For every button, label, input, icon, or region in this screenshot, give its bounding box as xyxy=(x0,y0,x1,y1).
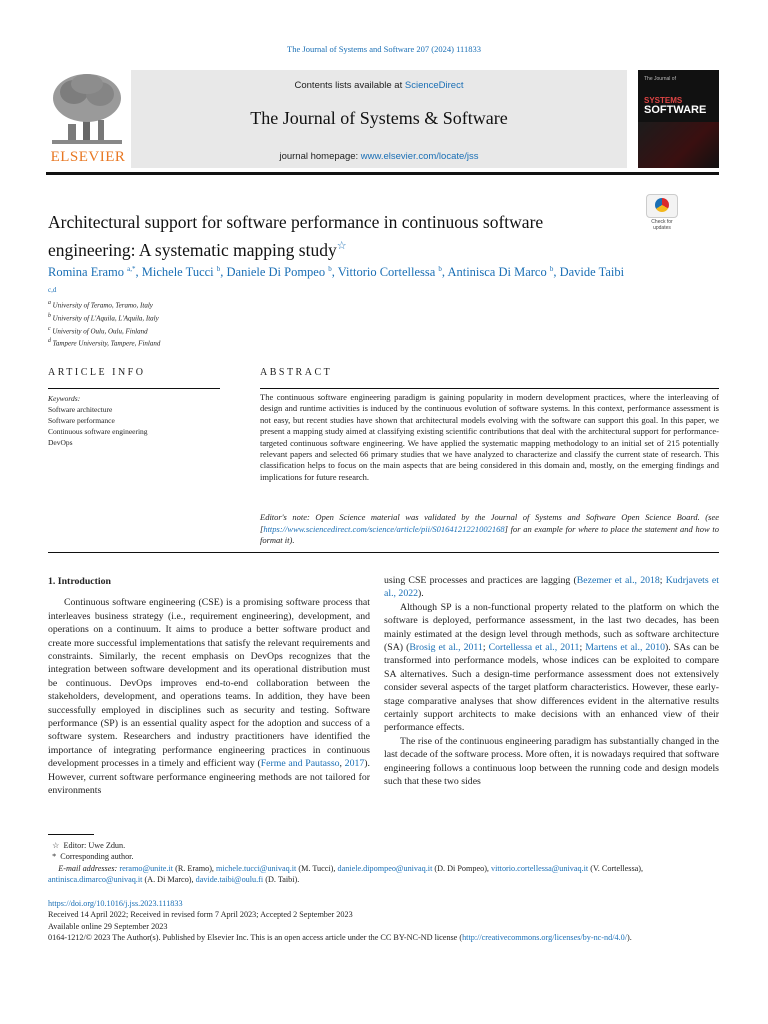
paragraph: The rise of the continuous engineering paradigm has substantially changed in the last decade of the software process. More often, it is nowadays required that software engineering follows a continuous loop between the running code and design models such that these two sides xyxy=(384,735,719,788)
journal-homepage: journal homepage: www.elsevier.com/locate/jss xyxy=(279,151,479,162)
check-updates-icon xyxy=(646,194,678,218)
abstract-heading: ABSTRACT xyxy=(260,367,333,378)
footnote-rule xyxy=(48,834,94,835)
email-link[interactable]: reramo@unite.it xyxy=(119,863,174,873)
cover-small-text: The Journal of xyxy=(644,76,676,82)
footnote-corresponding: * Corresponding author. xyxy=(52,852,134,862)
citation-link[interactable]: Bezemer et al., 2018 xyxy=(576,575,660,586)
affiliations xyxy=(48,298,160,349)
editors-note-link[interactable]: https://www.sciencedirect.com/science/article/pii/S0164121221002168 xyxy=(263,523,505,534)
author-link[interactable]: Davide Taibi xyxy=(559,265,625,280)
received-dates: Received 14 April 2022; Received in revised form 7 April 2023; Accepted 2 September 2023 xyxy=(48,910,353,920)
check-updates-button[interactable] xyxy=(646,194,678,230)
affiliation: $^d$ Tampere University, Tampere, Finland xyxy=(48,338,161,348)
author-link[interactable]: Daniele Di Pompeo xyxy=(226,265,326,280)
citation-link[interactable]: Kudrjavets et al., 2022 xyxy=(384,575,719,600)
affiliation: $^b$ University of L'Aquila, L'Aquila, Italy xyxy=(48,312,159,323)
asterisk-icon: * xyxy=(52,852,57,862)
footnote-editor: ☆ Editor: Uwe Zdun. xyxy=(52,841,126,850)
keyword: Software performance xyxy=(48,416,115,425)
author-link[interactable]: Romina Eramo xyxy=(48,265,125,280)
abstract-rule xyxy=(260,388,719,389)
abstract-text: The continuous software engineering paradigm is gaining popularity in modern development practices, where the interleaving of design and runtime activities is induced by the continuous evolution of software systems. In this context, performance assessment is not easy, but recent studies have shown that architectural models evolving with the software can support this goal. In this paper, we present a mapping study aimed at classifying existing scientific contributions that deal with the architectural support for performance-targeted continuous software engineering. We have applied the systematic mapping methodology to an initial set of 215 potentially relevant papers and selected 66 primary studies that we have analyzed to characterize and classify the current state of research. This classification helps to focus on the main aspects that are being considered in this domain and, mostly, on the emerging findings and implications for future research. xyxy=(260,392,719,482)
author-link[interactable]: Antinisca Di Marco xyxy=(447,265,547,280)
article-info-rule xyxy=(48,388,220,389)
paragraph: Although SP is a non-functional property related to the platform on which the software is deployed, performance assessment, in the last two decades, has been mainly estimated at the design level through methods, such as software architecture (SA) (Brosig et al., 2011; Cortellessa et al., 2011; Martens et al., 2010). SAs can be transformed into performance models, whose indices can be exploited to compare SA alternatives. Such a design-time performance assessment does not extensively consider several aspects of the target platform characteristics. However, these early-stage comparative analyses that show differences evident in the alternative results certainly support architects to make decisions with an enhanced view of their performance effects. xyxy=(384,601,719,734)
tree-icon xyxy=(46,70,128,148)
elsevier-logo[interactable] xyxy=(46,70,128,168)
affiliation: $^c$ University of Oulu, Oulu, Finland xyxy=(48,325,148,335)
email-link[interactable]: michele.tucci@univaq.it xyxy=(216,863,297,873)
star-icon: ☆ xyxy=(52,841,60,850)
check-updates-label: Check for updates xyxy=(651,219,673,231)
journal-title: The Journal of Systems & Software xyxy=(250,108,508,128)
keywords-label: Keywords: xyxy=(48,394,81,403)
citation-link[interactable]: Cortellessa et al., 2011 xyxy=(488,642,580,654)
citation-link[interactable]: Martens et al., 2010 xyxy=(585,642,666,654)
paragraph: using CSE processes and practices are lagging (Bezemer et al., 2018; Kudrjavets et al., 2022). xyxy=(384,575,719,600)
cover-line1: SYSTEMS xyxy=(644,96,683,105)
article-title: Architectural support for software performance in continuous software engineering: A systematic mapping study☆ xyxy=(48,212,544,260)
email-link[interactable]: davide.taibi@oulu.fi xyxy=(195,875,264,885)
citation-year-link[interactable]: 2017 xyxy=(344,758,365,770)
editors-note: Editor's note: Open Science material was validated by the Journal of Systems and Software Open Science Board. (see [https://www.sciencedirect.com/science/article/pii/S0164121221002168] for an example for where to place the statement and how to format it). xyxy=(260,512,719,546)
journal-banner xyxy=(131,70,627,168)
running-head: The Journal of Systems and Software 207 (2024) 111833 xyxy=(287,44,481,54)
journal-cover[interactable] xyxy=(638,70,719,168)
cover-line2: SOFTWARE xyxy=(644,104,707,116)
footnote-emails: E-mail addresses: reramo@unite.it (R. Eramo), michele.tucci@univaq.it (M. Tucci), daniele.dipompeo@univaq.it (D. Di Pompeo), vittorio.cortellessa@univaq.it (V. Cortellessa), antinisca.dimarco@univaq.it (A. Di Marco), davide.taibi@oulu.fi (D. Taibi). xyxy=(48,863,644,885)
keyword: DevOps xyxy=(48,438,73,447)
keyword: Continuous software engineering xyxy=(48,427,148,436)
author-list: Romina Eramo $^{a,*}$, Michele Tucci $^b$, Daniele Di Pompeo $^b$, Vittorio Cortellessa $^b$, Antinisca Di Marco $^b$, Davide Taibi $^{c,d}$ xyxy=(48,265,625,295)
keyword: Software architecture xyxy=(48,405,113,414)
sciencedirect-link[interactable]: ScienceDirect xyxy=(404,80,464,91)
body-left-column xyxy=(48,575,370,798)
available-online: Available online 29 September 2023 xyxy=(48,921,168,931)
section-heading: 1. Introduction xyxy=(48,576,111,587)
email-link[interactable]: antinisca.dimarco@univaq.it xyxy=(48,875,143,885)
header-rule xyxy=(46,172,719,175)
body-right-column xyxy=(384,574,719,789)
journal-header xyxy=(46,70,719,168)
author-link[interactable]: Michele Tucci xyxy=(141,265,214,280)
author-link[interactable]: Vittorio Cortellessa xyxy=(337,265,436,280)
elsevier-wordmark: ELSEVIER xyxy=(50,149,126,165)
footnotes xyxy=(48,840,720,886)
citation-link[interactable]: Ferme and Pautasso xyxy=(260,758,340,770)
affiliation: $^a$ University of Teramo, Teramo, Italy xyxy=(48,300,153,310)
license-statement: 0164-1212/© 2023 The Author(s). Published by Elsevier Inc. This is an open access article under the CC BY-NC-ND license (http://creativecommons.org/licenses/by-nc-nd/4.0/). xyxy=(48,933,632,943)
license-link[interactable]: http://creativecommons.org/licenses/by-nc-nd/4.0/ xyxy=(462,933,628,943)
contents-line: Contents lists available at ScienceDirect xyxy=(294,80,464,91)
email-link[interactable]: vittorio.cortellessa@univaq.it xyxy=(491,863,589,873)
title-footnote-star[interactable]: ☆ xyxy=(336,240,347,252)
article-info-heading: ARTICLE INFO xyxy=(48,367,146,378)
publication-info xyxy=(48,898,720,944)
homepage-link[interactable]: www.elsevier.com/locate/jss xyxy=(360,151,479,162)
cover-art xyxy=(638,122,719,168)
keywords-block xyxy=(48,393,148,448)
citation-link[interactable]: Brosig et al., 2011 xyxy=(409,642,483,654)
doi-link[interactable]: https://doi.org/10.1016/j.jss.2023.111833 xyxy=(48,899,183,908)
abstract-bottom-rule xyxy=(48,552,719,553)
paragraph: Continuous software engineering (CSE) is a promising software process that interleaves business strategy (i.e., requirement engineering), development, and operations on a continuum. It aims to produce a better software product and create more successful implementations that satisfy the relevant requirements and constraints. Similarly, the recent emphasis on DevOps recognizes that the integration between software development and its operational distribution must be continuous. DevOps improves end-to-end collaboration between the stakeholders, development, and operations teams. In addition, they have been successfully employed in disciplines such as security and testing. Software performance (SP) is an essential quality aspect for the adoption and success of a software system. Researchers and industry practitioners have identified the importance of integrating performance engineering practices in continuous development processes in a timely and efficient way (Ferme and Pautasso, 2017). However, current software performance engineering methods are not tailored for environments xyxy=(48,597,370,797)
email-link[interactable]: daniele.dipompeo@univaq.it xyxy=(337,863,433,873)
